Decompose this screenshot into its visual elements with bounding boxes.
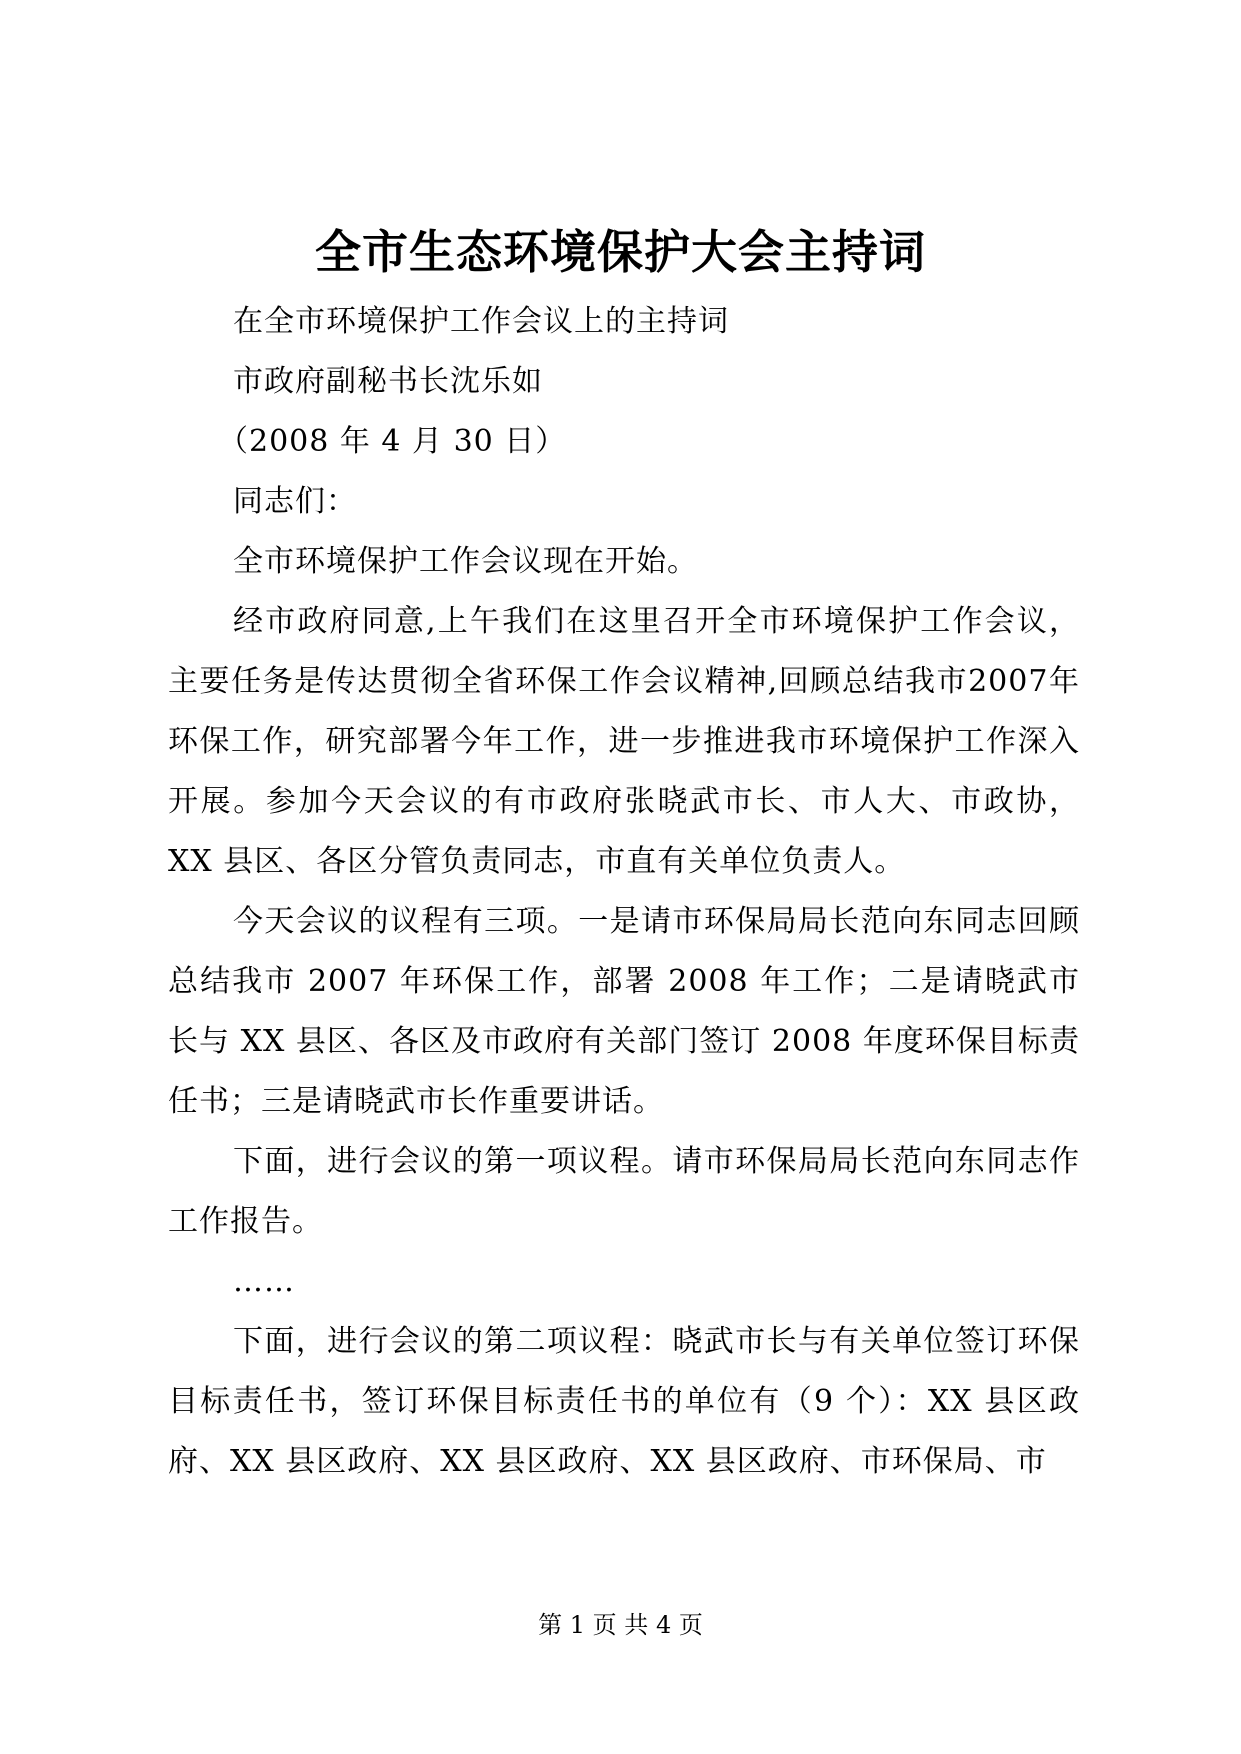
paragraph-first-item: 下面，进行会议的第一项议程。请市环保局局长范向东同志作工作报告。 [168, 1144, 1080, 1239]
paragraph-purpose: 经市政府同意,上午我们在这里召开全市环境保护工作会议，主要任务是传达贯彻全省环保工作会议精神,回顾总结我市2007年环保工作，研究部署今年工作，进一步推进我市环境保护工作深入开展。参加今天会议的有市政府张晓武市长、市人大、市政协，XX 县区、各区分管负责同志，市直有关单位负责人。 [168, 604, 1080, 879]
speaker: 市政府副秘书长沈乐如 [233, 364, 543, 399]
date: （2008 年 4 月 30 日） [218, 424, 567, 459]
document-title: 全市生态环境保护大会主持词 [315, 225, 926, 279]
document-body [168, 292, 1080, 1492]
paragraph-second-item: 下面，进行会议的第二项议程：晓武市长与有关单位签订环保目标责任书，签订环保目标责任书的单位有（9 个）：XX 县区政府、XX 县区政府、XX 县区政府、XX 县区政府、市环保局、市 [168, 1324, 1080, 1479]
salutation: 同志们： [233, 484, 357, 519]
paragraph-ellipsis: …… [233, 1264, 295, 1299]
subtitle: 在全市环境保护工作会议上的主持词 [233, 304, 729, 339]
page-indicator: 第 1 页 共 4 页 [538, 1611, 703, 1639]
paragraph-agenda: 今天会议的议程有三项。一是请市环保局局长范向东同志回顾总结我市 2007 年环保工作，部署 2008 年工作；二是请晓武市长与 XX 县区、各区及市政府有关部门签订 2008 年度环保目标责任书；三是请晓武市长作重要讲话。 [168, 904, 1080, 1119]
paragraph-opening: 全市环境保护工作会议现在开始。 [233, 544, 698, 579]
